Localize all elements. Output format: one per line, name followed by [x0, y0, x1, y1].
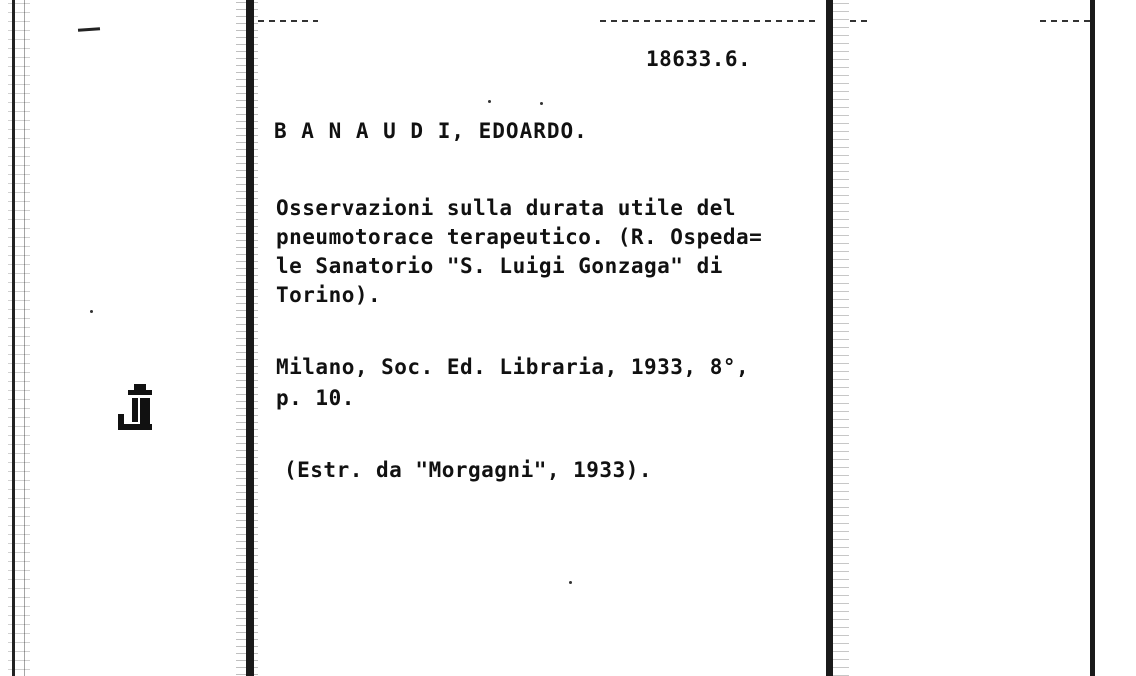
margin-bracket-mark	[118, 384, 154, 436]
top-dotted-rule	[258, 20, 318, 22]
scan-speck	[569, 581, 572, 584]
scan-speck	[488, 100, 491, 103]
scan-speck	[540, 102, 543, 105]
scan-edge-right	[1090, 0, 1095, 676]
top-dotted-rule	[850, 20, 870, 22]
extract-note: (Estr. da "Morgagni", 1933).	[284, 458, 653, 482]
author-heading: B A N A U D I, EDOARDO.	[274, 119, 588, 143]
imprint-line: p. 10.	[276, 386, 355, 410]
margin-dash-mark	[78, 27, 100, 32]
card-edge-right	[826, 0, 833, 676]
top-dotted-rule	[1040, 20, 1090, 22]
top-dotted-rule	[600, 20, 820, 22]
card-edge-left	[246, 0, 254, 676]
card-edge-right-texture	[833, 0, 849, 676]
call-number: 18633.6.	[646, 47, 752, 71]
title-line: Osservazioni sulla durata utile del	[276, 196, 737, 220]
scan-speck	[90, 310, 93, 313]
scan-edge-left-line	[12, 0, 15, 676]
title-line: Torino).	[276, 283, 382, 307]
imprint-line: Milano, Soc. Ed. Libraria, 1933, 8°,	[276, 355, 750, 379]
title-line: pneumotorace terapeutico. (R. Ospeda=	[276, 225, 763, 249]
title-line: le Sanatorio "S. Luigi Gonzaga" di	[276, 254, 723, 278]
